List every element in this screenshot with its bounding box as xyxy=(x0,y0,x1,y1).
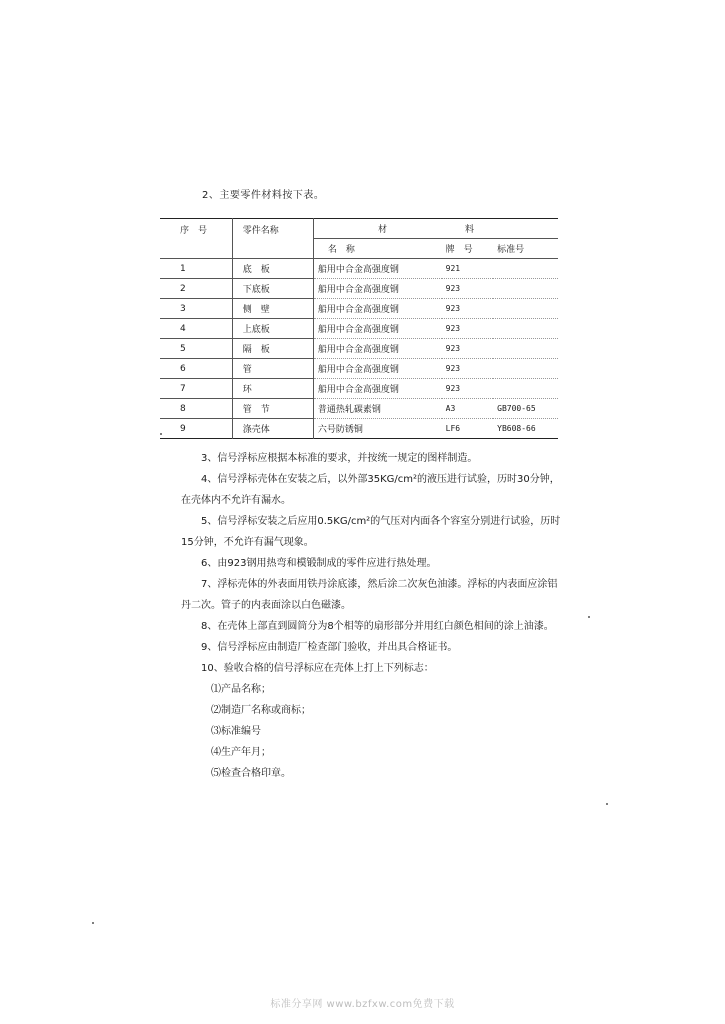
table-row xyxy=(160,299,558,319)
row-grade: 923 xyxy=(442,279,494,299)
table-row xyxy=(160,339,558,359)
row-grade: A3 xyxy=(442,399,494,419)
row-standard: YB608-66 xyxy=(493,419,558,439)
paragraph: 5、信号浮标安装之后应用0.5KG/cm²的气压对内面各个容室分别进行试验，历时15分钟，不允许有漏气现象。 xyxy=(181,516,561,548)
row-part: 管 xyxy=(232,359,313,379)
table-row xyxy=(160,259,558,279)
header-standard: 标准号 xyxy=(493,239,558,259)
row-material: 普通热轧碳素钢 xyxy=(313,399,441,419)
row-material: 船用中合金高强度钢 xyxy=(313,379,441,399)
paragraph: 10、验收合格的信号浮标应在壳体上打上下列标志： xyxy=(201,663,434,674)
paragraph: 9、信号浮标应由制造厂检查部门验收，并出具合格证书。 xyxy=(201,642,458,653)
row-standard xyxy=(493,339,558,359)
row-grade: 923 xyxy=(442,379,494,399)
row-part: 管 节 xyxy=(232,399,313,419)
row-no: 4 xyxy=(160,319,232,339)
row-part: 下底板 xyxy=(232,279,313,299)
table-row xyxy=(160,419,558,439)
row-no: 7 xyxy=(160,379,232,399)
header-no: 序 号 xyxy=(160,219,232,259)
row-grade: LF6 xyxy=(442,419,494,439)
table-row xyxy=(160,399,558,419)
row-standard xyxy=(493,299,558,319)
row-part: 侧 壁 xyxy=(232,299,313,319)
row-material: 船用中合金高强度钢 xyxy=(313,259,441,279)
row-no: 1 xyxy=(160,259,232,279)
scan-speck xyxy=(588,616,590,618)
table-header-row xyxy=(160,219,558,239)
row-grade: 923 xyxy=(442,339,494,359)
header-grade: 牌 号 xyxy=(442,239,494,259)
row-material: 船用中合金高强度钢 xyxy=(313,359,441,379)
header-material: 材 料 xyxy=(313,219,558,239)
paragraph: 3、信号浮标应根据本标准的要求，并按统一规定的图样制造。 xyxy=(201,453,478,464)
intro-line: 2、主要零件材料按下表。 xyxy=(202,190,325,201)
marking-item: ⑸检查合格印章。 xyxy=(211,768,291,779)
row-grade: 923 xyxy=(442,359,494,379)
scan-speck xyxy=(92,922,94,924)
header-part: 零件名称 xyxy=(232,219,313,259)
row-grade: 923 xyxy=(442,319,494,339)
row-no: 3 xyxy=(160,299,232,319)
row-material: 六号防锈铜 xyxy=(313,419,441,439)
row-part: 底 板 xyxy=(232,259,313,279)
row-material: 船用中合金高强度钢 xyxy=(313,279,441,299)
paragraph: 7、浮标壳体的外表面用铁丹涂底漆，然后涂二次灰色油漆。浮标的内表面应涂铝丹二次。管子的内表面涂以白色磁漆。 xyxy=(181,579,558,611)
row-standard: GB700-65 xyxy=(493,399,558,419)
row-material: 船用中合金高强度钢 xyxy=(313,339,441,359)
row-no: 5 xyxy=(160,339,232,359)
row-standard xyxy=(493,259,558,279)
table-row xyxy=(160,379,558,399)
row-material: 船用中合金高强度钢 xyxy=(313,299,441,319)
materials-table xyxy=(160,218,558,439)
table-row xyxy=(160,359,558,379)
paragraph: 4、信号浮标壳体在安装之后，以外部35KG/cm²的液压进行试验，历时30分钟，在壳体内不允许有漏水。 xyxy=(181,474,560,506)
row-no: 9 xyxy=(160,419,232,439)
marking-item: ⑵制造厂名称或商标； xyxy=(211,705,311,716)
paragraph: 8、在壳体上部直到圆筒分为8个相等的扇形部分并用红白颜色相间的涂上油漆。 xyxy=(201,621,554,632)
row-grade: 921 xyxy=(442,259,494,279)
row-standard xyxy=(493,379,558,399)
marking-item: ⑴产品名称； xyxy=(211,684,271,695)
requirements-text xyxy=(181,448,566,784)
row-no: 2 xyxy=(160,279,232,299)
marking-item: ⑶标准编号 xyxy=(211,726,261,737)
row-part: 环 xyxy=(232,379,313,399)
row-standard xyxy=(493,319,558,339)
row-no: 8 xyxy=(160,399,232,419)
row-standard xyxy=(493,279,558,299)
scan-speck xyxy=(160,433,162,435)
paragraph: 6、由923钢用热弯和模锻制成的零件应进行热处理。 xyxy=(201,558,437,569)
scan-speck xyxy=(606,803,608,805)
row-no: 6 xyxy=(160,359,232,379)
row-part: 涤壳体 xyxy=(232,419,313,439)
header-material-name: 名 称 xyxy=(313,239,441,259)
table-row xyxy=(160,319,558,339)
watermark-footer: 标准分享网 www.bzfxw.com免费下载 xyxy=(270,999,455,1010)
row-part: 隔 板 xyxy=(232,339,313,359)
row-standard xyxy=(493,359,558,379)
row-material: 船用中合金高强度钢 xyxy=(313,319,441,339)
row-part: 上底板 xyxy=(232,319,313,339)
row-grade: 923 xyxy=(442,299,494,319)
marking-item: ⑷生产年月； xyxy=(211,747,271,758)
table-row xyxy=(160,279,558,299)
